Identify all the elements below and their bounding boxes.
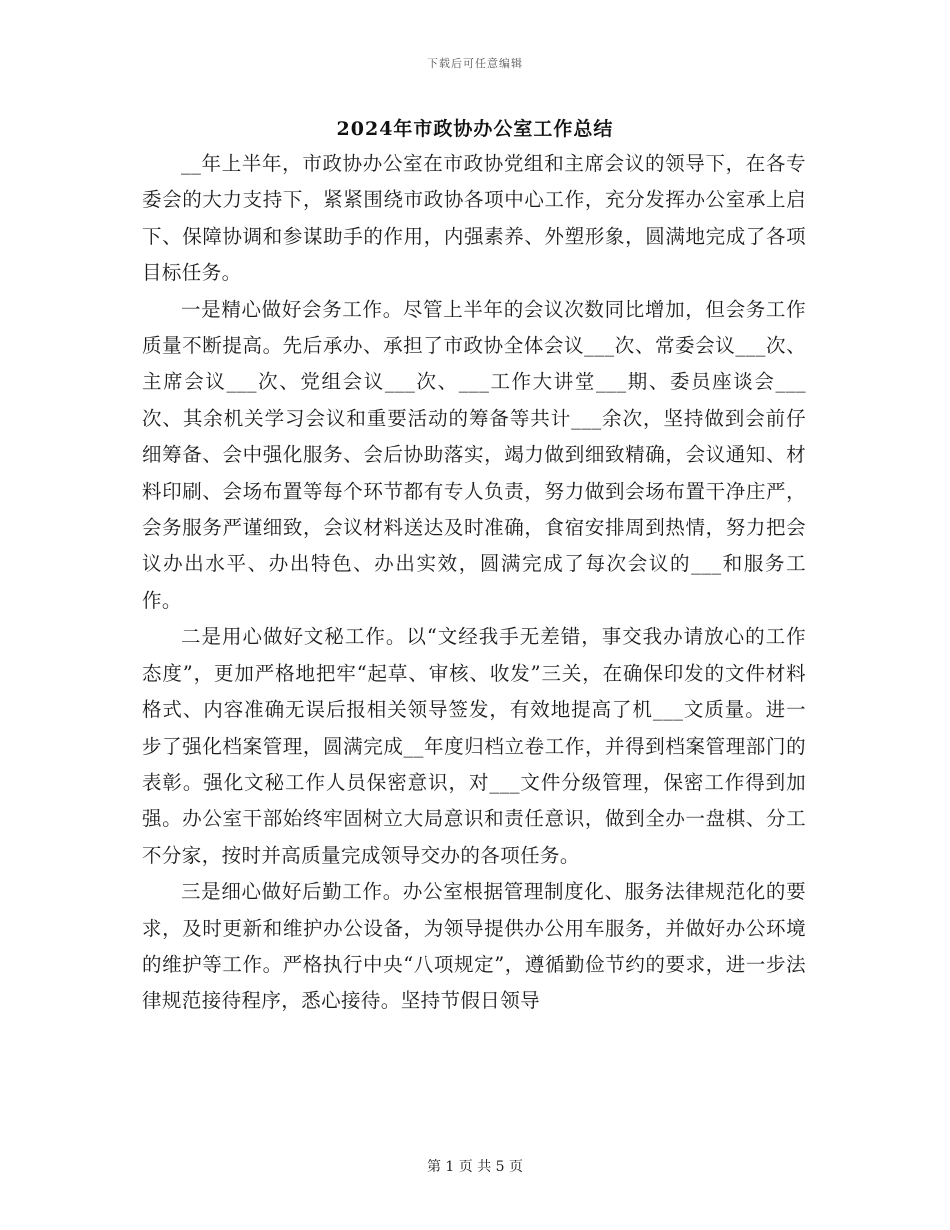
paragraph-logistics-work: 三是细心做好后勤工作。办公室根据管理制度化、服务法律规范化的要求，及时更新和维护办公设备，为领导提供办公用车服务，并做好办公环境的维护等工作。严格执行中央“八项规定”，遵循勤俭节约的要求，进一步法律规范接待程序，悉心接待。坚持节假日领导 bbox=[142, 880, 806, 1013]
paragraph-meeting-work: 一是精心做好会务工作。尽管上半年的会议次数同比增加，但会务工作质量不断提高。先后承办、承担了市政协全体会议___次、常委会议___次、主席会议___次、党组会议___次、___工作大讲堂___期、委员座谈会___次、其余机关学习会议和重要活动的筹备等共计___余次，坚持做到会前仔细筹备、会中强化服务、会后协助落实，竭力做到细致精确，会议通知、材料印刷、会场布置等每个环节都有专人负责，努力做到会场布置干净庄严，会务服务严谨细致，会议材料送达及时准确，食宿安排周到热情，努力把会议办出水平、办出特色、办出实效，圆满完成了每次会议的___和服务工作。 bbox=[142, 297, 806, 612]
document-title: 2024年市政协办公室工作总结 bbox=[336, 118, 614, 140]
paragraph-intro: __年上半年，市政协办公室在市政协党组和主席会议的领导下，在各专委会的大力支持下，紧紧围绕市政协各项中心工作，充分发挥办公室承上启下、保障协调和参谋助手的作用，内强素养、外塑形象，圆满地完成了各项目标任务。 bbox=[142, 152, 806, 285]
document-body bbox=[142, 146, 806, 1020]
page-header-note: 下载后可任意编辑 bbox=[427, 57, 523, 70]
paragraph-secretarial-work: 二是用心做好文秘工作。以“文经我手无差错，事交我办请放心的工作态度”，更加严格地把牢“起草、审核、收发”三关，在确保印发的文件材料格式、内容准确无误后报相关领导签发，有效地提高了机___文质量。进一步了强化档案管理，圆满完成__年度归档立卷工作，并得到档案管理部门的表彰。强化文秘工作人员保密意识，对___文件分级管理，保密工作得到加强。办公室干部始终牢固树立大局意识和责任意识，做到全办一盘棋、分工不分家，按时并高质量完成领导交办的各项任务。 bbox=[142, 625, 806, 867]
page-number: 第 1 页 共 5 页 bbox=[426, 1159, 524, 1175]
